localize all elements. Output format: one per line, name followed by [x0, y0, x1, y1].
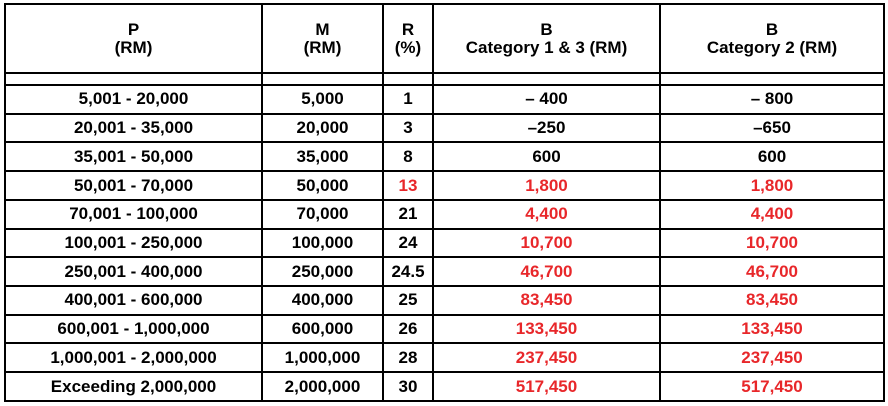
- header-r-symbol: R: [401, 19, 415, 39]
- cell-tax-cat2: 517,450: [660, 372, 884, 401]
- cell-rate: 24.5: [383, 257, 433, 286]
- cell-on-first: 2,000,000: [262, 372, 383, 401]
- table-row: [5, 229, 884, 258]
- cell-tax-cat13: 4,400: [433, 200, 660, 229]
- cell-rate: 28: [383, 343, 433, 372]
- header-p: [5, 4, 262, 73]
- cell-chargeable-income: 1,000,001 - 2,000,000: [5, 343, 262, 372]
- header-b-cat13-symbol: B: [540, 19, 553, 39]
- cell-tax-cat2: 237,450: [660, 343, 884, 372]
- table-row: [5, 343, 884, 372]
- cell-tax-cat13: 46,700: [433, 257, 660, 286]
- tax-rate-table: [4, 3, 885, 402]
- table-row: [5, 114, 884, 143]
- header-p-symbol: P: [127, 19, 140, 39]
- cell-tax-cat2: 46,700: [660, 257, 884, 286]
- cell-rate: 24: [383, 229, 433, 258]
- cell-chargeable-income: 100,001 - 250,000: [5, 229, 262, 258]
- cell-tax-cat13: 237,450: [433, 343, 660, 372]
- cell-tax-cat13: 1,800: [433, 171, 660, 200]
- header-r-unit: (%): [394, 37, 422, 57]
- cell-tax-cat2: 10,700: [660, 229, 884, 258]
- cell-on-first: 5,000: [262, 85, 383, 114]
- table-row: [5, 85, 884, 114]
- cell-tax-cat13: 517,450: [433, 372, 660, 401]
- cell-tax-cat13: –250: [433, 114, 660, 143]
- header-b-cat2-unit: Category 2 (RM): [706, 37, 838, 57]
- header-r: [383, 4, 433, 73]
- header-spacer-row: [5, 73, 884, 85]
- table-row: [5, 142, 884, 171]
- cell-chargeable-income: 20,001 - 35,000: [5, 114, 262, 143]
- table-body: [5, 85, 884, 401]
- cell-chargeable-income: 250,001 - 400,000: [5, 257, 262, 286]
- cell-tax-cat2: 4,400: [660, 200, 884, 229]
- table-row: [5, 286, 884, 315]
- cell-on-first: 35,000: [262, 142, 383, 171]
- cell-on-first: 250,000: [262, 257, 383, 286]
- cell-on-first: 400,000: [262, 286, 383, 315]
- header-m: [262, 4, 383, 73]
- header-row: [5, 4, 884, 73]
- cell-tax-cat2: 1,800: [660, 171, 884, 200]
- cell-rate: 8: [383, 142, 433, 171]
- cell-on-first: 600,000: [262, 315, 383, 344]
- spacer-cell: [262, 73, 383, 85]
- header-p-unit: (RM): [114, 37, 153, 57]
- cell-chargeable-income: 600,001 - 1,000,000: [5, 315, 262, 344]
- cell-on-first: 100,000: [262, 229, 383, 258]
- cell-on-first: 20,000: [262, 114, 383, 143]
- spacer-cell: [433, 73, 660, 85]
- cell-on-first: 50,000: [262, 171, 383, 200]
- table-row: [5, 257, 884, 286]
- cell-tax-cat2: 83,450: [660, 286, 884, 315]
- cell-chargeable-income: 400,001 - 600,000: [5, 286, 262, 315]
- cell-rate: 21: [383, 200, 433, 229]
- cell-rate: 13: [383, 171, 433, 200]
- spacer-cell: [5, 73, 262, 85]
- cell-on-first: 1,000,000: [262, 343, 383, 372]
- cell-tax-cat2: 133,450: [660, 315, 884, 344]
- cell-rate: 26: [383, 315, 433, 344]
- cell-tax-cat13: 600: [433, 142, 660, 171]
- cell-tax-cat13: 83,450: [433, 286, 660, 315]
- spacer-cell: [383, 73, 433, 85]
- cell-rate: 3: [383, 114, 433, 143]
- table-row: [5, 171, 884, 200]
- cell-rate: 25: [383, 286, 433, 315]
- header-b-cat13-unit: Category 1 & 3 (RM): [465, 37, 628, 57]
- header-b-cat13: [433, 4, 660, 73]
- cell-chargeable-income: Exceeding 2,000,000: [5, 372, 262, 401]
- table-row: [5, 200, 884, 229]
- spacer-cell: [660, 73, 884, 85]
- cell-tax-cat2: –650: [660, 114, 884, 143]
- cell-on-first: 70,000: [262, 200, 383, 229]
- cell-tax-cat13: 133,450: [433, 315, 660, 344]
- cell-rate: 30: [383, 372, 433, 401]
- table-row: [5, 372, 884, 401]
- cell-tax-cat2: 600: [660, 142, 884, 171]
- cell-chargeable-income: 5,001 - 20,000: [5, 85, 262, 114]
- cell-rate: 1: [383, 85, 433, 114]
- cell-chargeable-income: 50,001 - 70,000: [5, 171, 262, 200]
- header-m-unit: (RM): [303, 37, 342, 57]
- header-b-cat2-symbol: B: [765, 19, 779, 39]
- cell-chargeable-income: 35,001 - 50,000: [5, 142, 262, 171]
- cell-tax-cat13: – 400: [433, 85, 660, 114]
- cell-tax-cat13: 10,700: [433, 229, 660, 258]
- header-m-symbol: M: [315, 19, 330, 39]
- table-row: [5, 315, 884, 344]
- cell-tax-cat2: – 800: [660, 85, 884, 114]
- header-b-cat2: [660, 4, 884, 73]
- cell-chargeable-income: 70,001 - 100,000: [5, 200, 262, 229]
